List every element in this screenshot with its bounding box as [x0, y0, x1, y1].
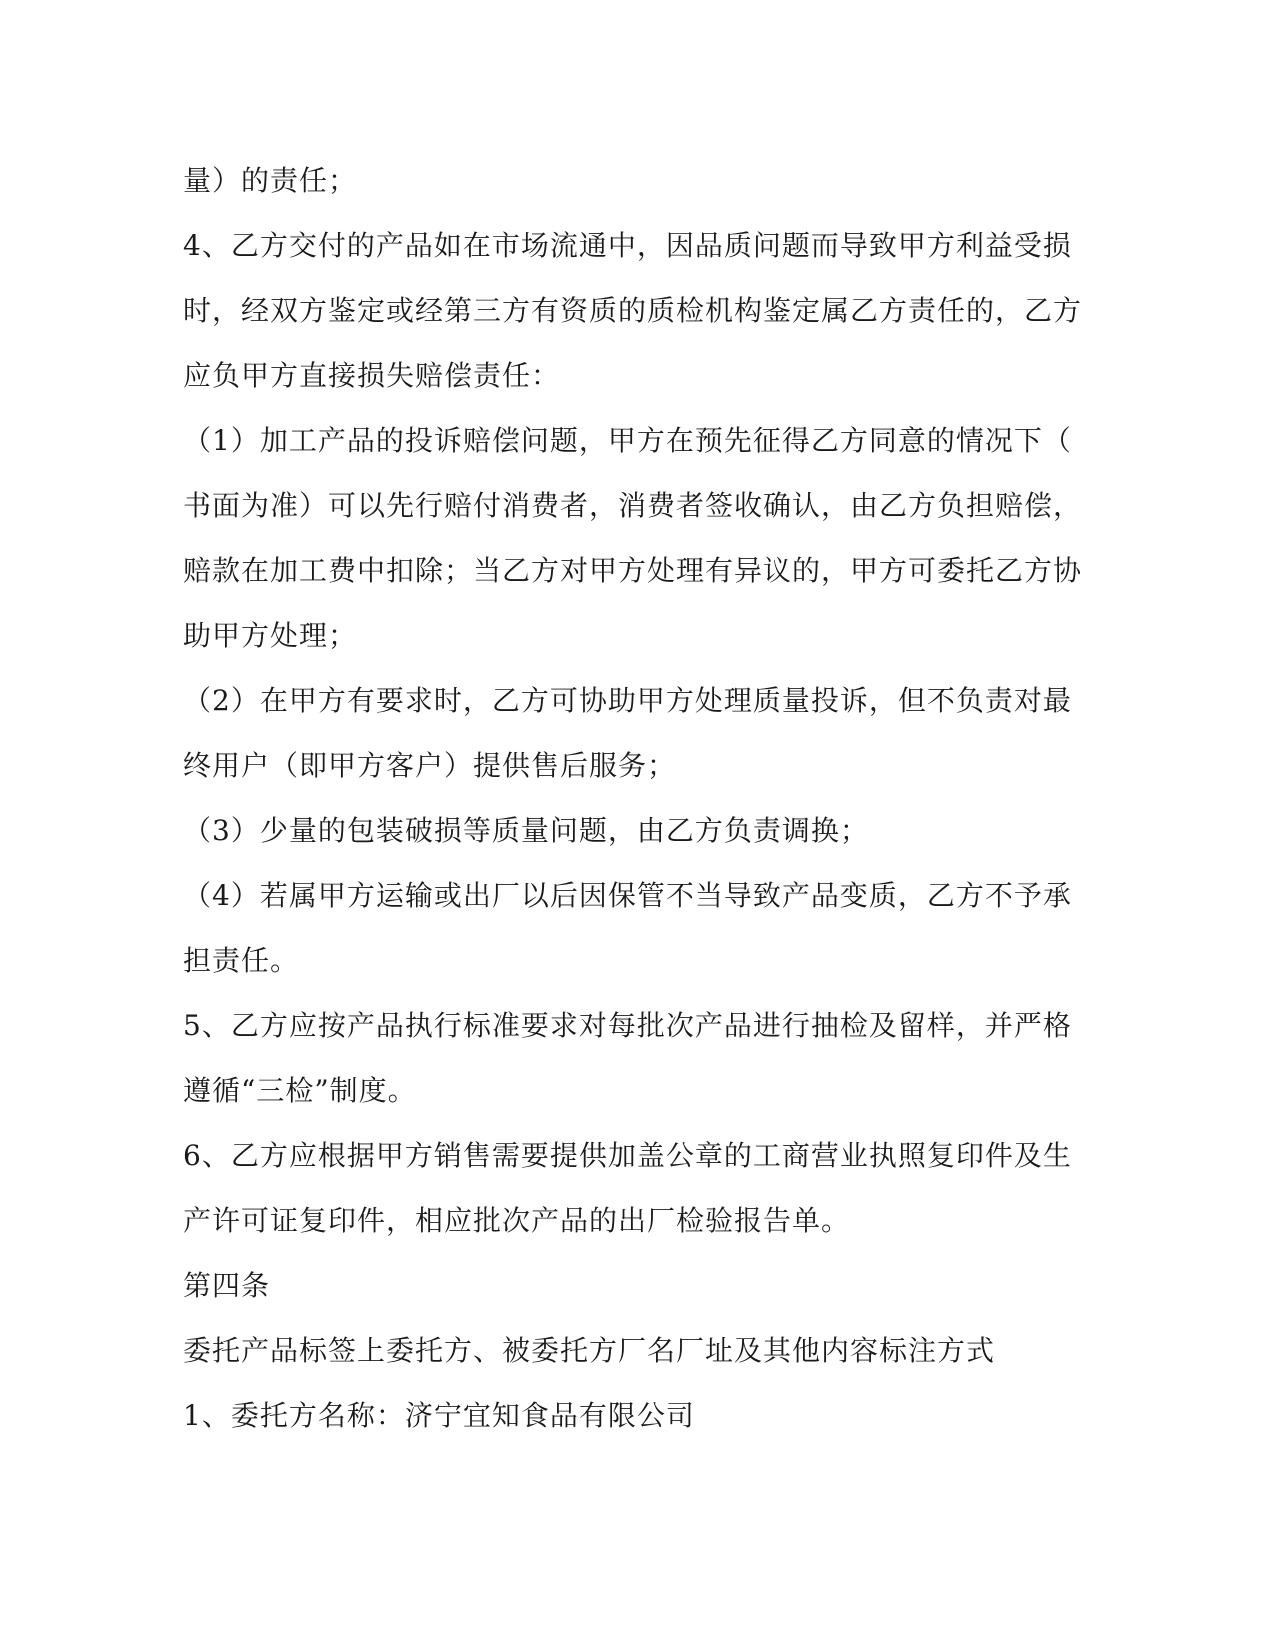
paragraph-line: 助甲方处理； — [183, 619, 358, 652]
paragraph-line: 5、乙方应按产品执行标准要求对每批次产品进行抽检及留样，并严格 — [183, 1009, 1072, 1042]
paragraph-line: 量）的责任； — [183, 164, 358, 197]
paragraph-line: （4）若属甲方运输或出厂以后因保管不当导致产品变质，乙方不予承 — [183, 879, 1072, 912]
paragraph-line: 应负甲方直接损失赔偿责任： — [183, 359, 561, 392]
paragraph-line: 产许可证复印件，相应批次产品的出厂检验报告单。 — [183, 1204, 851, 1237]
paragraph-line: 担责任。 — [183, 944, 300, 977]
paragraph-line: 书面为准）可以先行赔付消费者，消费者签收确认，由乙方负担赔偿， — [183, 489, 1083, 522]
paragraph-line: 赔款在加工费中扣除；当乙方对甲方处理有异议的，甲方可委托乙方协 — [183, 554, 1083, 587]
paragraph-line: （2）在甲方有要求时，乙方可协助甲方处理质量投诉，但不负责对最 — [183, 684, 1072, 717]
section-heading: 第四条 — [183, 1269, 271, 1302]
paragraph-line: 遵循“三检”制度。 — [183, 1074, 417, 1107]
section-subheading: 委托产品标签上委托方、被委托方厂名厂址及其他内容标注方式 — [183, 1334, 996, 1367]
paragraph-line: 4、乙方交付的产品如在市场流通中，因品质问题而导致甲方利益受损 — [183, 229, 1072, 262]
document-body — [183, 160, 1083, 1460]
paragraph-line: 时，经双方鉴定或经第三方有资质的质检机构鉴定属乙方责任的，乙方 — [183, 294, 1083, 327]
paragraph-line: 6、乙方应根据甲方销售需要提供加盖公章的工商营业执照复印件及生 — [183, 1139, 1072, 1172]
paragraph-line: （1）加工产品的投诉赔偿问题，甲方在预先征得乙方同意的情况下（ — [183, 424, 1072, 457]
paragraph-line: 1、委托方名称：济宁宜知食品有限公司 — [183, 1399, 695, 1432]
paragraph-line: 终用户（即甲方客户）提供售后服务； — [183, 749, 677, 782]
paragraph-line: （3）少量的包装破损等质量问题，由乙方负责调换； — [183, 814, 869, 847]
